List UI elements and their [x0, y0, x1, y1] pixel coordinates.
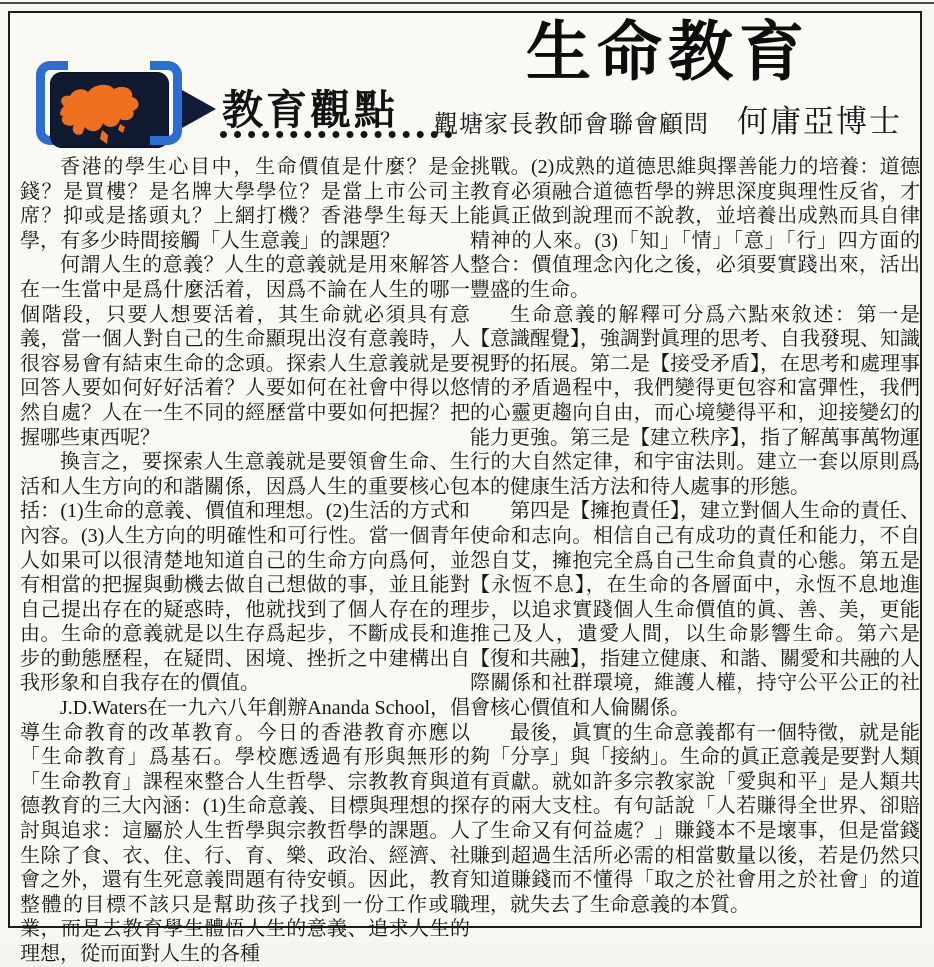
paragraph-4-continuation: 挑戰。(2)成熟的道德思維與擇善能力的培養：道德教育必須融合道德哲學的辨思深度與理性反省，才能眞正做到說理而不說教，並培養出成熟而具自律精神的人來。(3)「知」「情」「意」「行」四方面的整合：價值理念內化之後，必須要實踐出來，活出豐盛的生命。 [470, 156, 920, 301]
paragraph-2: 何謂人生的意義？人生的意義就是用來解答人在一生當中是爲什麼活着，因爲不論在人生的哪一個階段，只要人想要活着，其生命就必須具有意義，當一個人對自己的生命顯現出沒有意義時，人很容易會有結束生命的念頭。探索人生意義就是要回答人要如何好好活着？人要如何在社會中得以悠然自處？人在一生不同的經歷當中要如何把握？把握哪些東西呢？ [20, 254, 470, 449]
left-column [20, 155, 470, 967]
article-header [10, 13, 920, 155]
byline-organization: 觀塘家長教師會聯會顧問 [434, 112, 709, 138]
arrow-right-icon [182, 90, 216, 128]
byline-author: 何庸亞博士 [737, 104, 902, 139]
paragraph-5: 生命意義的解釋可分爲六點來敘述：第一是【意識醒覺】，強調對眞理的思考、自我發現、知識視野的拓展。第二是【接受矛盾】，在思考和處理事情的矛盾過程中，我們變得更包容和富彈性，我們的心靈更趨向自由，而心境變得平和，迎接變幻的能力更強。第三是【建立秩序】，指了解萬事萬物運行的大自然定律，和宇宙法則。建立一套以原則爲本的健康生活方法和待人處事的形態。 [470, 303, 920, 498]
paragraph-6: 第四是【擁抱責任】，建立對個人生命的責任、使命和志向。相信自己有成功的責任和能力，不自怨自艾，擁抱完全爲自己生命負責的心態。第五是【永恆不息】，在生命的各層面中，永恆不息地進步，以追求實踐個人生命價值的眞、善、美，更能推己及人，遺愛人間，以生命影響生命。第六是【復和共融】，指建立健康、和諧、關愛和共融的人際關係和社群環境，維護人權，持守公平公正的社會核心價值和人倫關係。 [470, 500, 920, 720]
byline [418, 96, 918, 141]
article-body [10, 155, 920, 965]
bracket-right-icon [150, 61, 182, 145]
title-block [418, 17, 918, 141]
paragraph-7: 最後，眞實的生命意義都有一個特徵，就是能夠「分享」與「接納」。生命的眞正意義是要對人類有貢獻。就如許多宗教家說「愛與和平」是人類共存的兩大支柱。有句話說「人若賺得全世界、卻賠了生命又有何益處？」賺錢本不是壞事，但是當錢賺到超過生活所必需的相當數量以後，若是仍然只知道賺錢而不懂得「取之於社會用之於社會」的道理，就失去了生命意義的本質。 [470, 721, 920, 916]
column-badge [36, 59, 466, 161]
article-title: 生命教育 [525, 17, 810, 89]
paragraph-4: J.D.Waters在一九六八年創辦Ananda School，倡導生命教育的改革教育。今日的香港教育亦應以「生命教育」爲基石。學校應透過有形與無形的「生命教育」課程來整合人生哲學、宗教教育與道德教育的三大內涵：(1)生命意義、目標與理想的探討與追求：這屬於人生哲學與宗教哲學的課題。人生除了食、衣、住、行、育、樂、政治、經濟、社會之外，還有生死意義問題有待安頓。因此，教育整體的目標不該只是幫助孩子找到一份工作或職業，而是去教育學生體悟人生的意義、追求人生的理想，從而面對人生的各種 [20, 697, 471, 965]
paragraph-3: 換言之，要探索人生意義就是要領會生命、生活和人生方向的和諧關係，因爲人生的重要核心包括：(1)生命的意義、價值和理想。(2)生活的方式和內容。(3)人生方向的明確性和可行性。當一個青年人如果可以很清楚地知道自己的生命方向爲何，並有相當的把握與動機去做自己想做的事，並且能對自己提出存在的疑惑時，他就找到了個人存在的理由。生命的意義就是以生存爲起步，不斷成長和進步的動態歷程，在疑問、困境、挫折之中建構出自我形象和自我存在的價值。 [20, 451, 470, 695]
column-badge-label: 教育觀點 [222, 87, 398, 133]
article-frame [8, 11, 922, 965]
right-column [470, 155, 920, 917]
page-top-rule [0, 2, 934, 4]
paragraph-1: 香港的學生心目中，生命價值是什麼？是金錢？是買樓？是名牌大學學位？是當上市公司主席？抑或是搖頭丸？上網打機？香港學生每天上學，有多少時間接觸「人生意義」的課題？ [20, 156, 470, 252]
